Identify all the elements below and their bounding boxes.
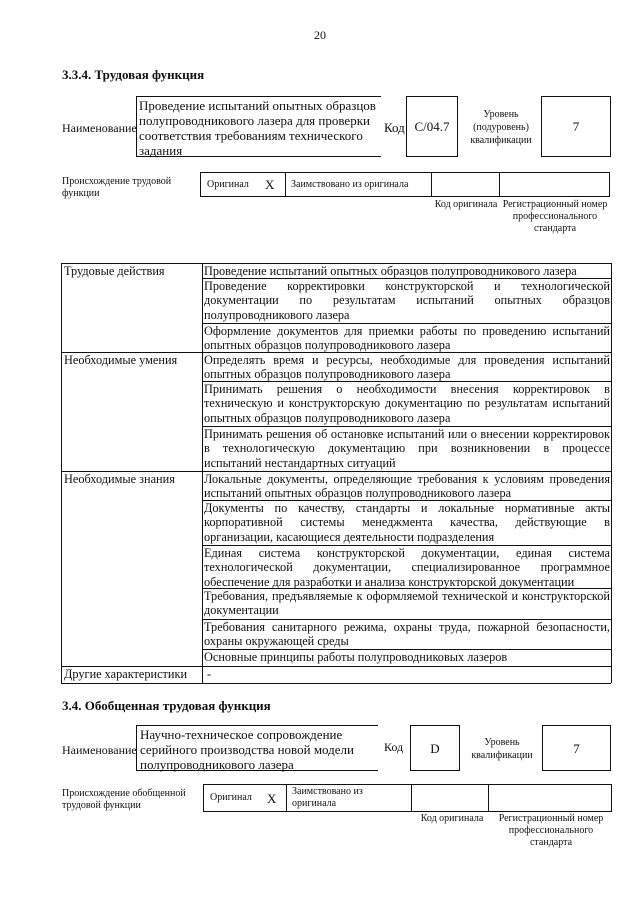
section-heading: 3.4. Обобщенная трудовая функция [62,698,271,713]
generalized-function-name-value: Научно-техническое сопровождение серийного производства новой модели полупроводникового лазера [140,727,354,772]
other-characteristics-label: Другие характеристики [64,667,188,681]
knowledge-item: Требования санитарного режима, охраны труда, пожарной безопасности, охраны окружающей среды [204,620,610,649]
reg-number-label: Регистрационный номер профессионального стандарта [502,199,608,234]
labour-action-item: Проведение испытаний опытных образцов полупроводникового лазера [204,264,577,278]
borrowed-label: Заимствовано из оригинала [292,786,363,809]
page-number: 20 [314,28,326,42]
skills-label: Необходимые умения [64,353,178,367]
generalized-function-name-field [136,725,378,771]
skill-item: Определять время и ресурсы, необходимые для проведения испытаний опытных образцов полупроводникового лазера [204,353,610,382]
original-mark: X [265,177,275,192]
function-name-value: Проведение испытаний опытных образцов полупроводникового лазера для проверки соответствия требованиям технического задания [139,98,376,158]
knowledge-item: Документы по качеству, стандарты и локальные нормативные акты корпоративной системы менеджмента качества, действующие в организации, касающиеся деятельности подразделения [204,501,610,544]
origin-row [203,784,612,812]
reg-number-label: Регистрационный номер профессионального стандарта [498,813,604,848]
origin-label: Происхождение обобщенной трудовой функции [62,788,186,811]
labour-actions-label: Трудовые действия [64,264,165,278]
knowledge-item: Требования, предъявляемые к оформляемой технической и конструкторской документации [204,589,610,618]
code-original-label: Код оригинала [434,199,498,210]
labour-action-item: Проведение корректировки конструкторской и технологической документации по результатам испытаний опытных образцов полупроводникового лазера [204,279,610,322]
code-field [410,725,460,771]
knowledge-item: Единая система конструкторской документации, единая система технологической документации, специализированное программное обеспечение для разработки и анализа конструкторской документации [204,546,610,589]
level-value: 7 [572,119,580,134]
level-field [541,96,611,157]
origin-row [200,172,610,197]
original-mark: X [267,790,277,806]
name-label: Наименование [62,743,137,757]
knowledge-item: Локальные документы, определяющие требования к условиям проведения испытаний опытных образцов полупроводникового лазера [204,472,610,501]
code-value: C/04.7 [414,119,450,134]
code-value: D [430,740,440,756]
function-table [61,263,611,683]
level-label: Уровень (подуровень) квалификации [470,109,532,146]
skill-item: Принимать решения о необходимости внесения корректировок в техническую и конструкторскую документацию по результатам испытаний опытных образцов полупроводникового лазера [204,382,610,425]
code-label: Код [384,120,405,135]
original-label: Оригинал [210,792,252,803]
level-label: Уровень квалификации [471,737,533,761]
code-field [406,96,458,157]
name-label: Наименование [62,121,137,135]
skill-item: Принимать решения об остановке испытаний или о внесении корректировок в технологическую документацию при возникновении в процессе испытаний нестандартных ситуаций [204,427,610,470]
origin-label: Происхождение трудовой функции [62,176,172,199]
function-name-field [136,96,381,157]
other-characteristics-value: - [207,667,212,681]
original-label: Оригинал [207,178,249,190]
code-original-label: Код оригинала [420,813,484,824]
level-field [542,725,611,771]
knowledge-item: Основные принципы работы полупроводниковых лазеров [204,650,508,664]
level-value: 7 [573,740,580,756]
borrowed-label: Заимствовано из оригинала [291,178,409,190]
section-heading: 3.3.4. Трудовая функция [62,67,205,82]
labour-action-item: Оформление документов для приемки работы по проведению испытаний опытных образцов полупроводникового лазера [204,324,610,353]
code-label: Код [384,740,404,754]
knowledge-label: Необходимые знания [64,472,175,486]
